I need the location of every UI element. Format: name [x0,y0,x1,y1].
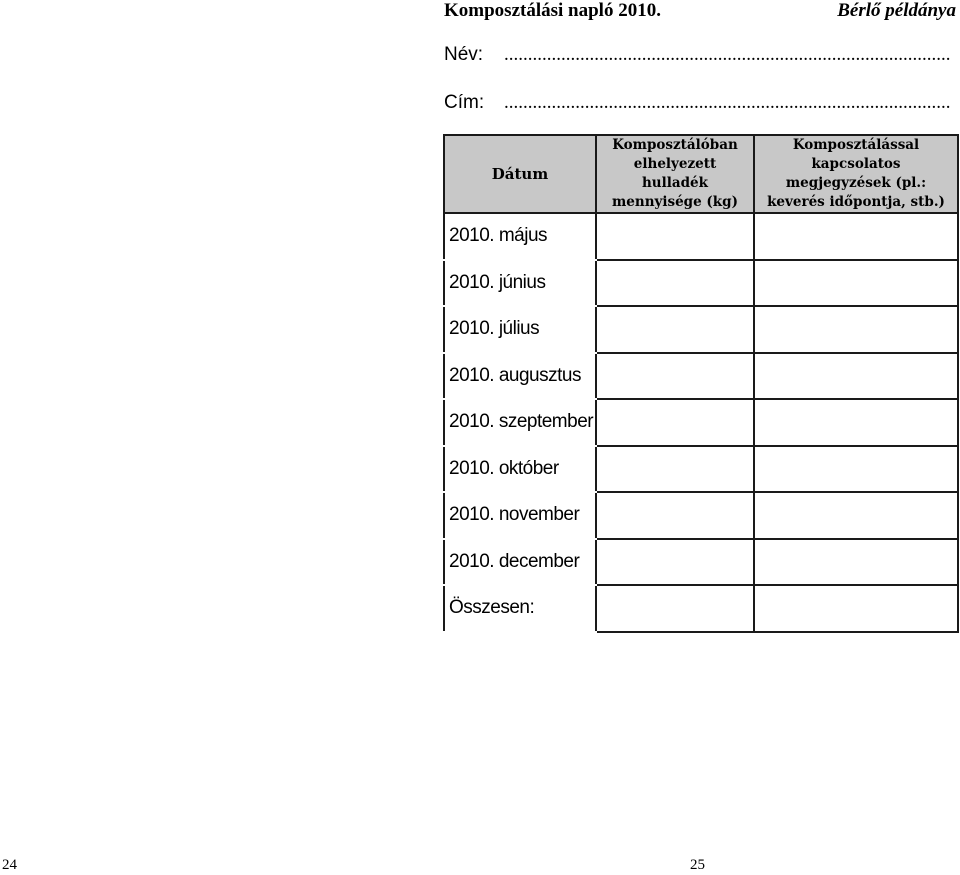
name-label: Név: [444,44,484,65]
row-label: 2010. december [444,539,596,586]
notes-cell [754,446,958,493]
amount-cell [596,260,754,307]
notes-column-header: Komposztálással kapcsolatos megjegyzések (pl.: keverés időpontja, stb.) [754,135,958,213]
notes-cell [754,539,958,586]
amount-cell [596,585,754,632]
table-row [444,539,958,586]
row-label: 2010. május [444,213,596,260]
notes-cell [754,353,958,400]
name-field [444,44,951,66]
amount-cell [596,492,754,539]
compost-log-table [443,134,959,633]
amount-cell [596,306,754,353]
page-number-left: 24 [2,857,17,873]
row-label: 2010. július [444,306,596,353]
notes-cell [754,260,958,307]
document-title: Komposztálási napló 2010. [444,0,661,21]
row-label: 2010. szeptember [444,399,596,446]
notes-cell [754,399,958,446]
row-label: 2010. június [444,260,596,307]
table-row [444,213,958,260]
table-row [444,306,958,353]
row-label: 2010. november [444,492,596,539]
table-row [444,353,958,400]
amount-cell [596,446,754,493]
address-blank-line: .............................................................................................. [504,92,951,113]
amount-column-header: Komposztálóban elhelyezett hulladék mennyisége (kg) [596,135,754,213]
table-row [444,399,958,446]
notes-cell [754,306,958,353]
address-field [444,92,951,114]
amount-cell [596,539,754,586]
address-label: Cím: [444,92,485,113]
amount-cell [596,213,754,260]
table-row [444,492,958,539]
row-label: 2010. október [444,446,596,493]
amount-cell [596,399,754,446]
name-blank-line: .............................................................................................. [504,44,951,65]
page-number-right: 25 [690,857,705,873]
amount-cell [596,353,754,400]
table-row [444,260,958,307]
copy-label: Bérlő példánya [837,0,956,21]
notes-cell [754,213,958,260]
notes-cell [754,585,958,632]
row-label: 2010. augusztus [444,353,596,400]
row-label: Összesen: [444,585,596,632]
table-row [444,446,958,493]
date-column-header: Dátum [444,135,596,213]
table-row [444,585,958,632]
notes-cell [754,492,958,539]
table-header-row [444,135,958,213]
